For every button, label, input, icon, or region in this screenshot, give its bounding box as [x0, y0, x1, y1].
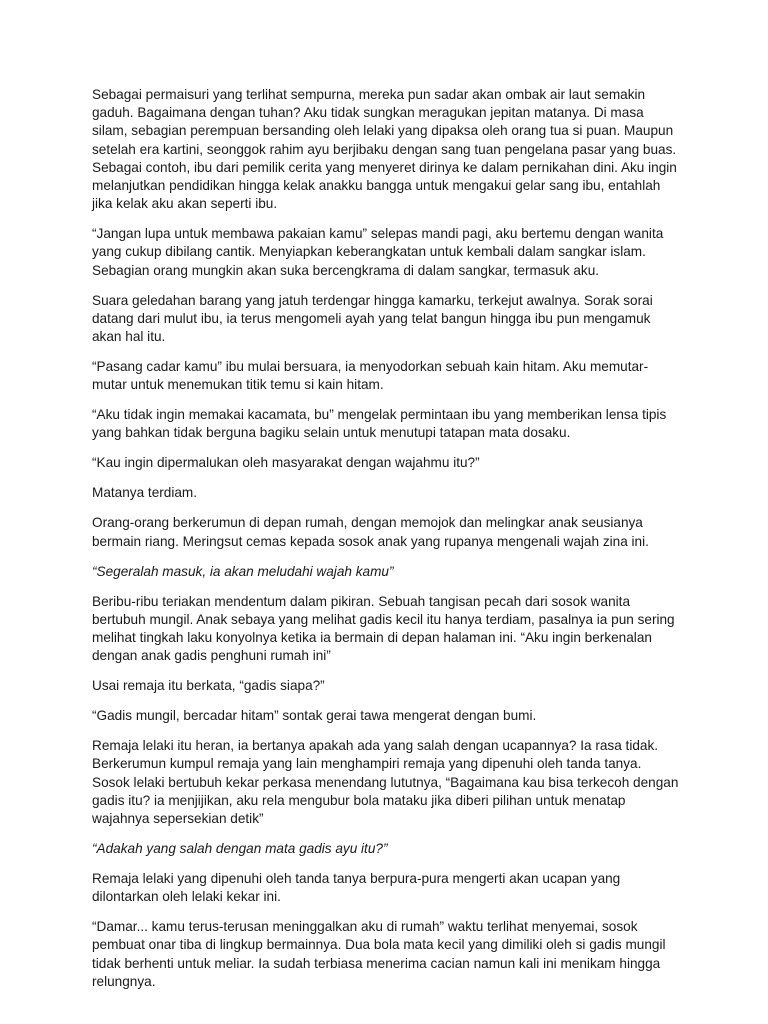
paragraph-12: “Gadis mungil, bercadar hitam” sontak gerai tawa mengerat dengan bumi.: [92, 708, 537, 724]
paragraph-3: Suara geledahan barang yang jatuh terdengar hingga kamarku, terkejut awalnya. Sorak sorai datang dari mulut ibu, ia terus mengomeli ayah yang telat bangun hingga ibu pun mengamuk akan hal itu.: [92, 292, 653, 345]
paragraph-5: “Aku tidak ingin memakai kacamata, bu” mengelak permintaan ibu yang memberikan lensa tipis yang bahkan tidak berguna bagiku selain untuk menutupi tatapan mata dosaku.: [92, 407, 667, 441]
paragraph-11: Usai remaja itu berkata, “gadis siapa?”: [92, 678, 325, 694]
paragraph-13: Remaja lelaki itu heran, ia bertanya apakah ada yang salah dengan ucapannya? Ia rasa tidak. Berkerumun kumpul remaja yang lain menghampiri remaja yang dipenuhi oleh tanda tanya. Sosok lelaki bertubuh kekar perkasa menendang lututnya, “Bagaimana kau bisa terkecoh dengan gadis itu? ia menjijikan, aku rela mengubur bola mataku jika diberi pilihan untuk menatap wajahnya sepersekian detik”: [92, 738, 679, 827]
paragraph-1: Sebagai permaisuri yang terlihat sempurna, mereka pun sadar akan ombak air laut semakin gaduh. Bagaimana dengan tuhan? Aku tidak sungkan meragukan jepitan matanya. Di masa silam, sebagian perempuan bersanding oleh lelaki yang dipaksa oleh orang tua si puan. Maupun setelah era kartini, seonggok rahim ayu berjibaku dengan sang tuan pengelana pasar yang buas. Sebagai contoh, ibu dari pemilik cerita yang menyeret dirinya ke dalam pernikahan dini. Aku ingin melanjutkan pendidikan hingga kelak anakku bangga untuk mengakui gelar sang ibu, entahlah jika kelak aku akan seperti ibu.: [92, 87, 677, 212]
paragraph-9-italic-quote: “Segeralah masuk, ia akan meludahi wajah kamu”: [92, 563, 394, 579]
paragraph-7: Matanya terdiam.: [92, 485, 198, 501]
paragraph-10: Beribu-ribu teriakan mendentum dalam pikiran. Sebuah tangisan pecah dari sosok wanita bertubuh mungil. Anak sebaya yang melihat gadis kecil itu hanya terdiam, pasalnya ia pun sering melihat tingkah laku konyolnya ketika ia bermain di depan halaman ini. “Aku ingin berkenalan dengan anak gadis penghuni rumah ini”: [92, 593, 675, 664]
document-page: [92, 86, 680, 1003]
paragraph-14-italic-quote: “Adakah yang salah dengan mata gadis ayu itu?”: [92, 841, 388, 857]
paragraph-8: Orang-orang berkerumun di depan rumah, dengan memojok dan melingkar anak seusianya bermain riang. Meringsut cemas kepada sosok anak yang rupanya mengenali wajah zina ini.: [92, 515, 649, 549]
paragraph-6: “Kau ingin dipermalukan oleh masyarakat dengan wajahmu itu?”: [92, 455, 480, 471]
paragraph-15: Remaja lelaki yang dipenuhi oleh tanda tanya berpura-pura mengerti akan ucapan yang dilontarkan oleh lelaki kekar ini.: [92, 871, 621, 905]
paragraph-2: “Jangan lupa untuk membawa pakaian kamu” selepas mandi pagi, aku bertemu dengan wanita yang cukup dibilang cantik. Menyiapkan keberangkatan untuk kembali dalam sangkar islam. Sebagian orang mungkin akan suka bercengkrama di dalam sangkar, termasuk aku.: [92, 226, 664, 278]
paragraph-4: “Pasang cadar kamu” ibu mulai bersuara, ia menyodorkan sebuah kain hitam. Aku memutar-mutar untuk menemukan titik temu si kain hitam.: [92, 359, 649, 393]
paragraph-16: “Damar... kamu terus-terusan meninggalkan aku di rumah” waktu terlihat menyemai, sosok pembuat onar tiba di lingkup bermainnya. Dua bola mata kecil yang dimiliki oleh si gadis mungil tidak berhenti untuk meliar. Ia sudah terbiasa menerima cacian namun kali ini menikam hingga relungnya.: [92, 919, 666, 989]
